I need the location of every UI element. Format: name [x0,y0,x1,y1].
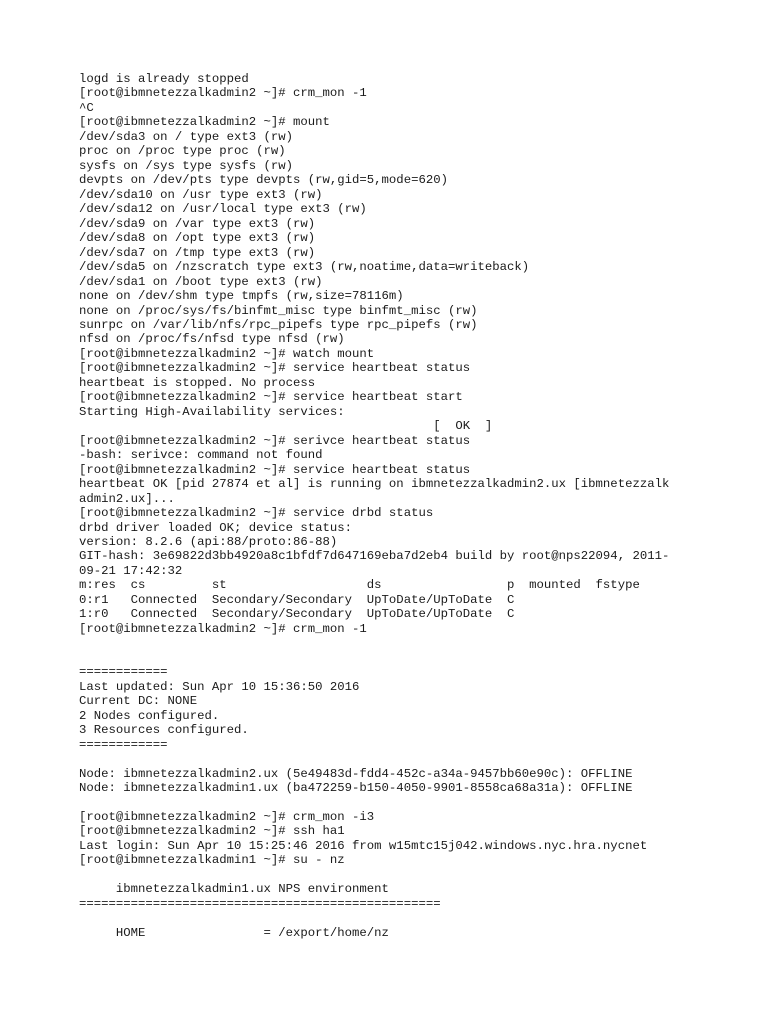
terminal-line: 1:r0 Connected Secondary/Secondary UpToDate/UpToDate C [79,607,515,622]
terminal-line: [root@ibmnetezzalkadmin2 ~]# service heartbeat status [79,361,471,376]
terminal-line: -bash: serivce: command not found [79,448,323,463]
terminal-line: version: 8.2.6 (api:88/proto:86-88) [79,535,338,549]
terminal-line: [root@ibmnetezzalkadmin2 ~]# crm_mon -1 [79,86,367,101]
terminal-line [79,636,749,650]
terminal-line: /dev/sda7 on /tmp type ext3 (rw) [79,245,316,260]
terminal-line: sysfs on /sys type sysfs (rw) [79,158,294,173]
terminal-line: Starting High-Availability services: [79,404,345,419]
terminal-line: ibmnetezzalkadmin1.ux NPS environment [79,882,389,897]
terminal-line: devpts on /dev/pts type devpts (rw,gid=5,mode=620) [79,173,448,188]
terminal-line: 2 Nodes configured. [79,708,220,723]
terminal-line: [root@ibmnetezzalkadmin2 ~]# ssh ha1 [79,824,345,839]
terminal-line: [root@ibmnetezzalkadmin2 ~]# service heartbeat start [79,390,463,405]
terminal-line: ^C [79,100,94,115]
terminal-line: Current DC: NONE [79,694,198,709]
terminal-line: nfsd on /proc/fs/nfsd type nfsd (rw) [79,332,345,347]
terminal-line: [root@ibmnetezzalkadmin2 ~]# watch mount [79,346,375,361]
terminal-line: heartbeat OK [pid 27874 et al] is running on ibmnetezzalkadmin2.ux [ibmnetezzalk [79,477,670,492]
terminal-line: Last login: Sun Apr 10 15:25:46 2016 from w15mtc15j042.windows.nyc.hra.nycnet [79,838,648,853]
terminal-line: /dev/sda10 on /usr type ext3 (rw) [79,187,323,202]
terminal-line: 09-21 17:42:32 [79,563,183,578]
terminal-line: heartbeat is stopped. No process [79,375,316,390]
terminal-line: Node: ibmnetezzalkadmin1.ux (ba472259-b150-4050-9901-8558ca68a31a): OFFLINE [79,780,633,795]
terminal-line: drbd driver loaded OK; device status: [79,520,353,535]
terminal-line: m:res cs st ds p mounted fstype [79,578,640,593]
terminal-line: /dev/sda5 on /nzscratch type ext3 (rw,noatime,data=writeback) [79,260,530,275]
terminal-line [79,868,749,882]
terminal-line: [root@ibmnetezzalkadmin2 ~]# mount [79,115,330,130]
terminal-line: Last updated: Sun Apr 10 15:36:50 2016 [79,679,360,694]
terminal-line: /dev/sda9 on /var type ext3 (rw) [79,216,316,231]
terminal-line: Node: ibmnetezzalkadmin2.ux (5e49483d-fdd4-452c-a34a-9457bb60e90c): OFFLINE [79,766,633,781]
terminal-line: logd is already stopped [79,72,249,86]
terminal-line: /dev/sda12 on /usr/local type ext3 (rw) [79,202,367,217]
terminal-line: 3 Resources configured. [79,723,249,738]
terminal-line [79,795,749,809]
terminal-line: [root@ibmnetezzalkadmin2 ~]# service heartbeat status [79,462,471,477]
terminal-line: [root@ibmnetezzalkadmin2 ~]# service drbd status [79,506,434,521]
terminal-line: admin2.ux]... [79,491,175,506]
terminal-line: GIT-hash: 3e69822d3bb4920a8c1bfdf7d647169eba7d2eb4 build by root@nps22094, 2011- [79,549,670,564]
terminal-line: ================================================= [79,896,441,911]
terminal-line: ============ [79,737,168,752]
terminal-line [79,911,749,925]
terminal-line [79,752,749,766]
terminal-line: [root@ibmnetezzalkadmin2 ~]# serivce heartbeat status [79,433,471,448]
terminal-line: /dev/sda1 on /boot type ext3 (rw) [79,274,323,289]
terminal-line [79,651,749,665]
terminal-line: none on /proc/sys/fs/binfmt_misc type binfmt_misc (rw) [79,303,478,318]
terminal-line: /dev/sda3 on / type ext3 (rw) [79,129,294,144]
terminal-line: HOME = /export/home/nz [79,925,389,940]
terminal-line: [root@ibmnetezzalkadmin2 ~]# crm_mon -1 [79,621,367,636]
terminal-line: [root@ibmnetezzalkadmin2 ~]# crm_mon -i3 [79,809,375,824]
terminal-output [79,72,749,940]
terminal-line: none on /dev/shm type tmpfs (rw,size=78116m) [79,289,404,304]
terminal-line: sunrpc on /var/lib/nfs/rpc_pipefs type rpc_pipefs (rw) [79,317,478,332]
terminal-line: ============ [79,665,168,680]
terminal-line: [ OK ] [79,419,493,434]
terminal-line: [root@ibmnetezzalkadmin1 ~]# su - nz [79,853,345,868]
terminal-line: proc on /proc type proc (rw) [79,144,286,159]
terminal-line: /dev/sda8 on /opt type ext3 (rw) [79,231,316,246]
terminal-line: 0:r1 Connected Secondary/Secondary UpToDate/UpToDate C [79,592,515,607]
